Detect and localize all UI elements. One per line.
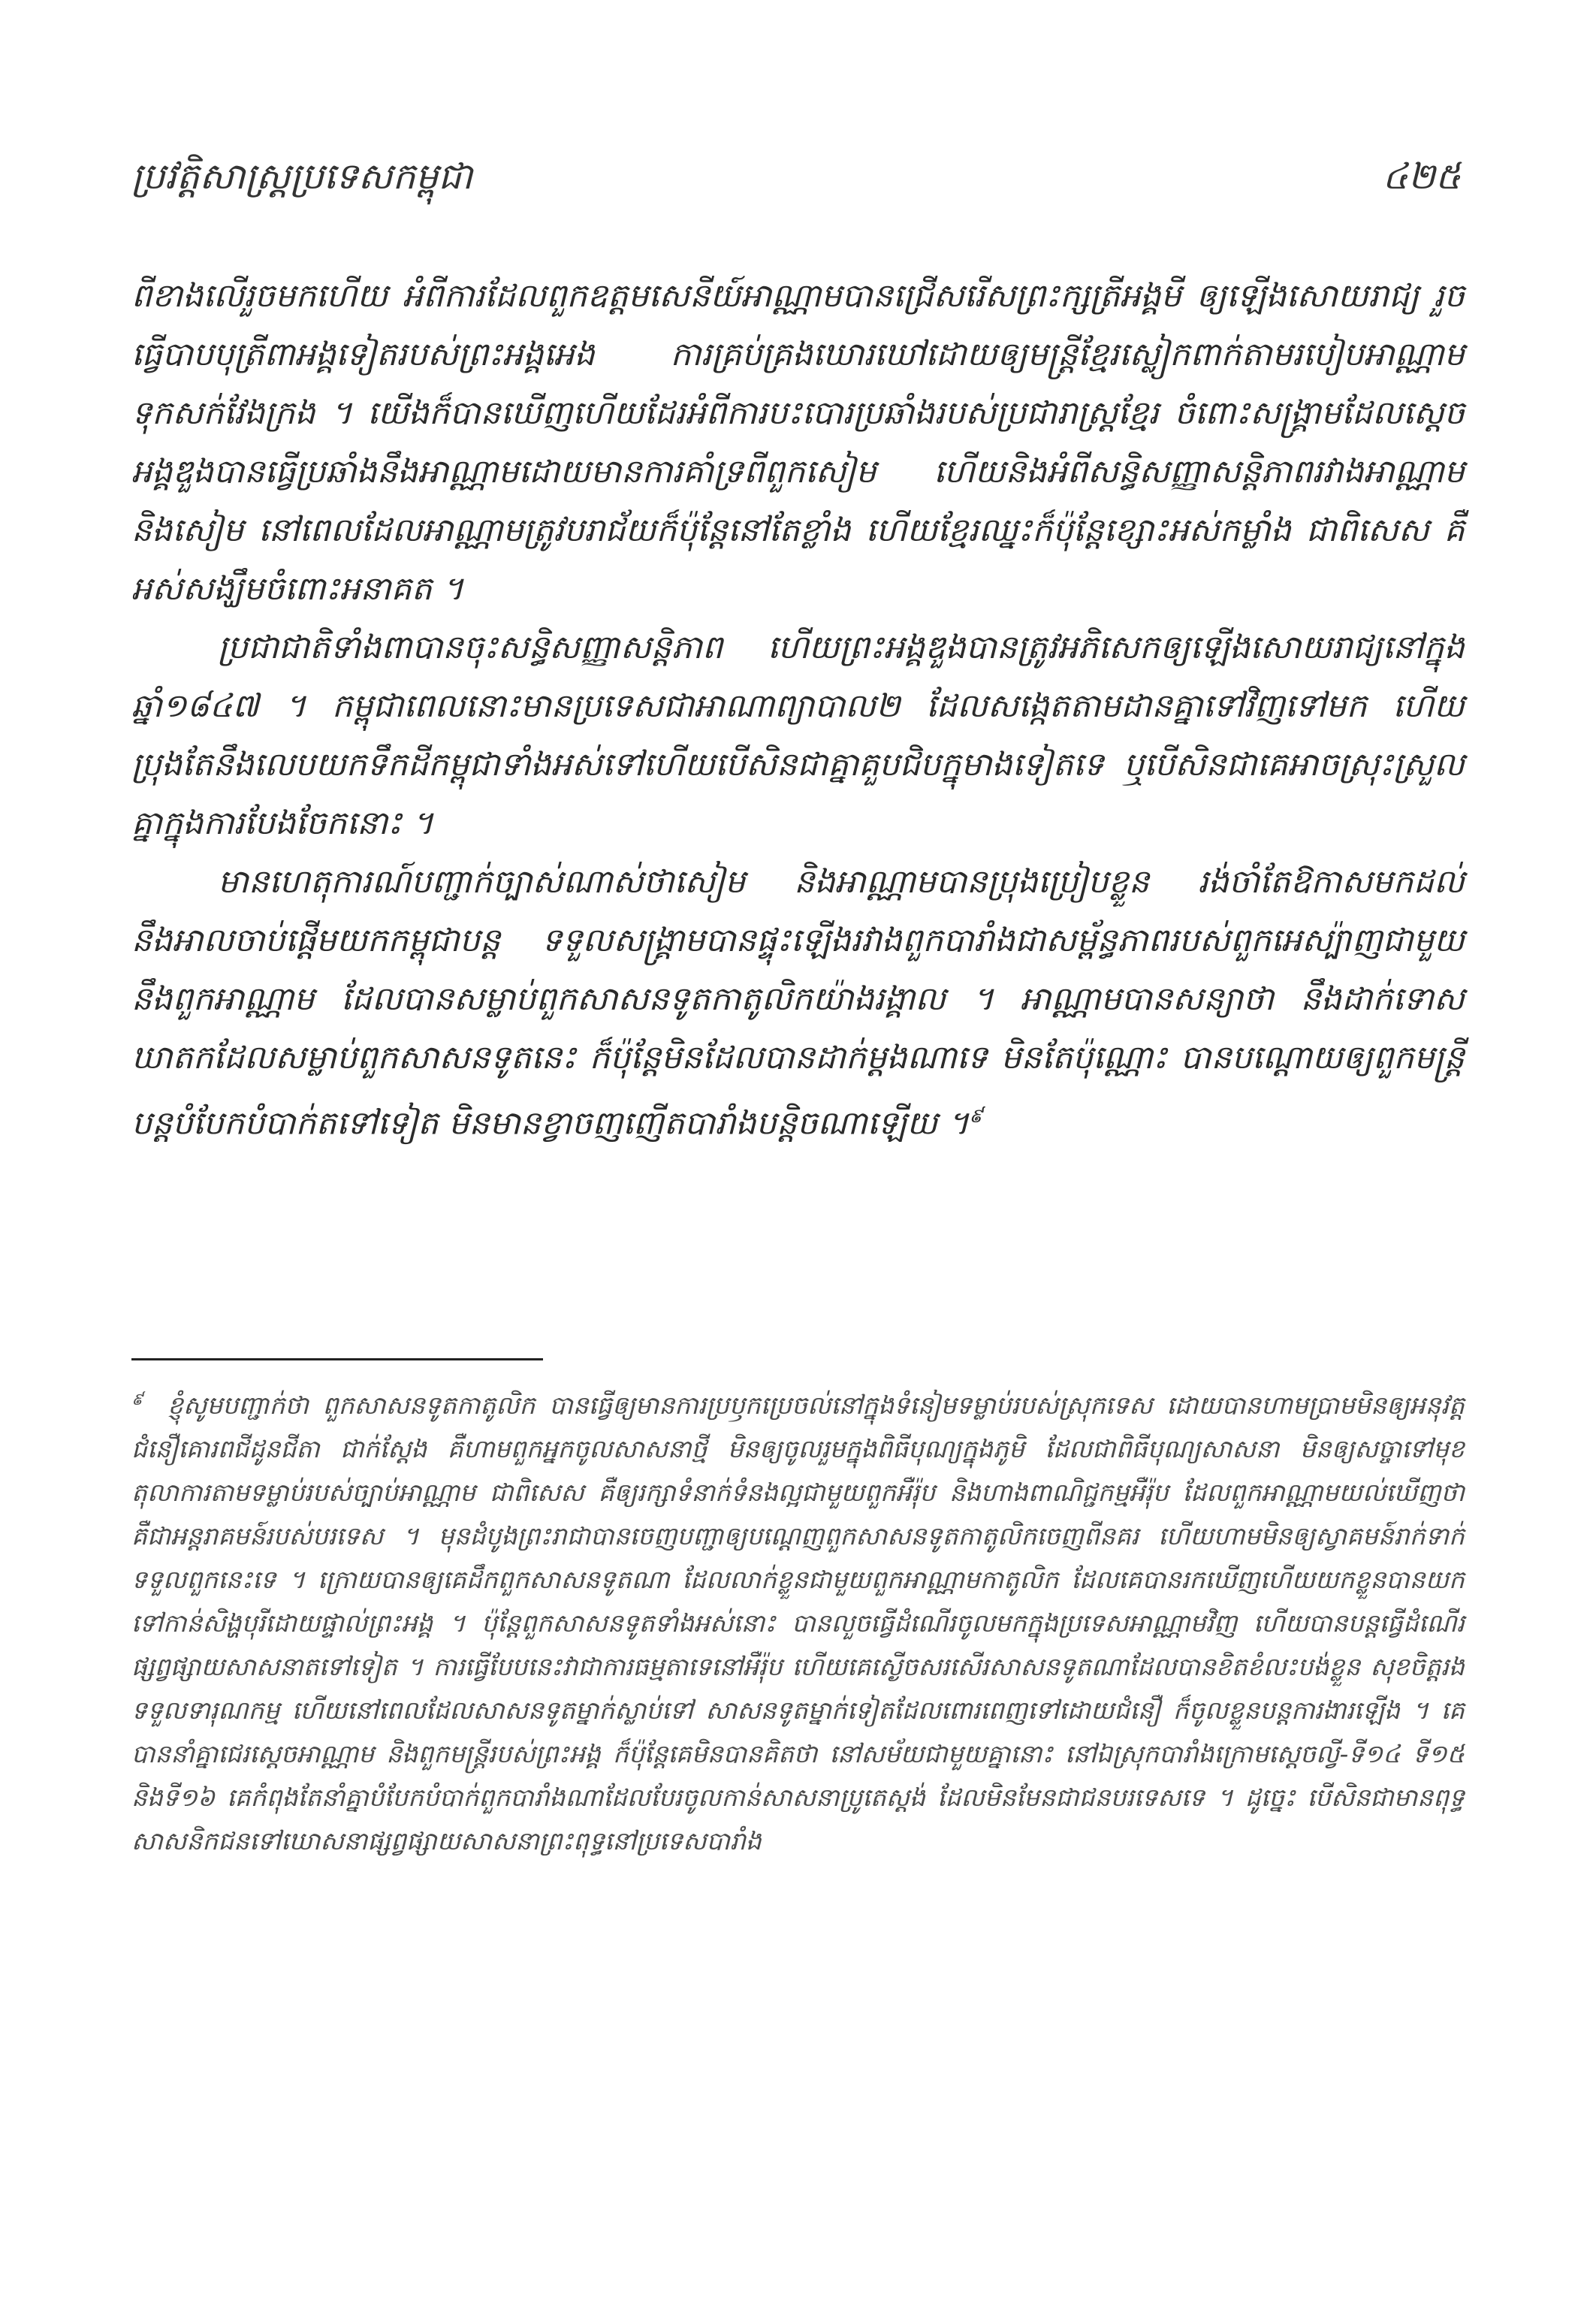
footnote-number: ៩ <box>131 1391 143 1409</box>
footnote-reference: ៩ <box>969 1105 983 1128</box>
paragraph-text: ពីខាងលើរួចមកហើយ អំពីការដែលពួកឧត្តមសេនីយ៍អាណ្ណាមបានជ្រើសរើសព្រះក្សត្រីអង្គមី ឲ្យឡើងសោយរាជ្យ រួចធ្វើបាបបុត្រីពាអង្គទៀតរបស់ព្រះអង្គអេង ការគ្រប់គ្រងឃោរឃៅដោយឲ្យមន្ត្រីខ្មែរស្លៀកពាក់តាមរបៀបអាណ្ណាម ទុកសក់វែងក្រង ។ យើងក៏បានឃើញហើយដែរអំពីការបះបោរប្រឆាំងរបស់ប្រជារាស្ត្រខ្មែរ ចំពោះសង្គ្រាមដែលស្តេចអង្គឌួងបានធ្វើប្រឆាំងនឹងអាណ្ណាមដោយមានការគាំទ្រពីពួកសៀម ហើយនិងអំពីសន្ធិសញ្ញាសន្តិភាពរវាងអាណ្ណាម និងសៀម នៅពេលដែលអាណ្ណាមត្រូវបរាជ័យក៏ប៉ុន្តែនៅតែខ្លាំង ហើយខ្មែរឈ្នះក៏ប៉ុន្តែខ្សោះអស់កម្លាំង ជាពិសេស គឺអស់សង្ឃឹមចំពោះអនាគត ។ <box>131 277 1465 608</box>
main-body <box>131 267 1465 1152</box>
footnotes <box>131 1378 1465 1863</box>
footnote-separator <box>131 1358 543 1360</box>
running-title: ប្រវត្តិសាស្ត្រប្រទេសកម្ពុជា <box>131 156 473 198</box>
page-number: ៤២៥ <box>1382 156 1461 198</box>
paragraph-text: ប្រជាជាតិទាំងពាបានចុះសន្ធិសញ្ញាសន្តិភាព ហើយព្រះអង្គឌួងបានត្រូវអភិសេកឲ្យឡើងសោយរាជ្យនៅក្នុងឆ្នាំ១៨៤៧ ។ កម្ពុជាពេលនោះមានប្រទេសជាអាណាព្យាបាល២ ដែលសង្កេតតាមដានគ្នាទៅវិញទៅមក ហើយប្រុងតែនឹងលេបយកទឹកដីកម្ពុជាទាំងអស់ទៅហើយបើសិនជាគ្នាគួបជិបក្នុមាងទៀតទេ ឬបើសិនជាគេអាចស្រុះស្រួលគ្នាក្នុងការបែងចែកនោះ ។ <box>131 629 1465 842</box>
body-paragraph <box>131 267 1465 618</box>
footnote-text: ខ្ញុំសូមបញ្ជាក់ថា ពួកសាសនទូតកាតូលិក បានធ្វើឲ្យមានការប្រឫកប្រេចល់នៅក្នុងទំនៀមទម្លាប់របស់ស្រុកទេស ដោយបានហាមប្រាមមិនឲ្យអនុវត្តជំនឿគោរពជីដូនជីតា ជាក់ស្តែង គឺហាមពួកអ្នកចូលសាសនាថ្មី មិនឲ្យចូលរួមក្នុងពិធីបុណ្យក្នុងភូមិ ដែលជាពិធីបុណ្យសាសនា មិនឲ្យសច្ចាទៅមុខតុលាការតាមទម្លាប់របស់ច្បាប់អាណ្ណាម ជាពិសេស គឺឲ្យរក្សាទំនាក់ទំនងល្អជាមួយពួកអឺរ៉ុប និងហាងពាណិជ្ជកម្មអឺរ៉ុប ដែលពួកអាណ្ណាមយល់ឃើញថា គឺជាអន្តរាគមន៍របស់បរទេស ។ មុនដំបូងព្រះរាជាបានចេញបញ្ជាឲ្យបណ្តេញពួកសាសនទូតកាតូលិកចេញពីនគរ ហើយហាមមិនឲ្យស្វាគមន៍រាក់ទាក់ទទួលពួកនេះទេ ។ ក្រោយបានឲ្យគេដឹកពួកសាសនទូតណា ដែលលាក់ខ្លួនជាមួយពួកអាណ្ណាមកាតូលិក ដែលគេបានរកឃើញហើយយកខ្លួនបានយកទៅកាន់សិង្ហបុរីដោយផ្ទាល់ព្រះអង្គ ។ ប៉ុន្តែពួកសាសនទូតទាំងអស់នោះ បានលួចធ្វើដំណើរចូលមកក្នុងប្រទេសអាណ្ណាមវិញ ហើយបានបន្តធ្វើដំណើរផ្សព្វផ្សាយសាសនាតទៅទៀត ។ ការធ្វើបែបនេះវាជាការធម្មតាទេនៅអឺរ៉ុប ហើយគេស្ងើចសរសើរសាសនទូតណាដែលបានខិតខំលះបង់ខ្លួន សុខចិត្តរងទទួលទារុណកម្ម ហើយនៅពេលដែលសាសនទូតម្នាក់ស្លាប់ទៅ សាសនទូតម្នាក់ទៀតដែលពោរពេញទៅដោយជំនឿ ក៏ចូលខ្លួនបន្តការងារឡើង ។ គេបាននាំគ្នាជេរស្តេចអាណ្ណាម និងពួកមន្ត្រីរបស់ព្រះអង្គ ក៏ប៉ុន្តែគេមិនបានគិតថា នៅសម័យជាមួយគ្នានោះ នៅឯស្រុកបារាំងក្រោមស្តេចល្វី-ទី១៤ ទី១៥ និងទី១៦ គេកំពុងតែនាំគ្នាបំបែកបំបាក់ពួកបារាំងណាដែលបែរចូលកាន់សាសនាប្រូតេស្តង់ ដែលមិនមែនជាជនបរទេសទេ ។ ដូច្នេះ បើសិនជាមានពុទ្ធសាសនិកជនទៅឃោសនាផ្សព្វផ្សាយសាសនាព្រះពុទ្ធនៅប្រទេសបារាំង <box>131 1391 1465 1856</box>
body-paragraph <box>131 618 1465 853</box>
paragraph-text: មានហេតុការណ៍បញ្ជាក់ច្បាស់ណាស់ថាសៀម និងអាណ្ណាមបានប្រុងប្រៀបខ្លួន រង់ចាំតែឱកាសមកដល់នឹងអាលចាប់ផ្ដើមយកកម្ពុជាបន្ត ទទួលសង្គ្រាមបានផ្ទុះឡើងរវាងពួកបារាំងជាសម្ព័ន្ធភាពរបស់ពួកអេស្ប៉ាញជាមួយនឹងពួកអាណ្ណាម ដែលបានសម្លាប់ពួកសាសនទូតកាតូលិកយ៉ាងរង្គាល ។ អាណ្ណាមបានសន្យាថា នឹងដាក់ទោសឃាតកដែលសម្លាប់ពួកសាសនទូតនេះ ក៏ប៉ុន្តែមិនដែលបានដាក់ម្តងណាទេ មិនតែប៉ុណ្ណោះ បានបណ្តោយឲ្យពួកមន្ត្រីបន្តបំបែកបំបាក់តទៅទៀត មិនមានខ្វាចញញើតបារាំងបន្តិចណាឡើយ ។ <box>131 863 1465 1143</box>
body-paragraph <box>131 853 1465 1152</box>
footnote-item <box>131 1378 1465 1863</box>
